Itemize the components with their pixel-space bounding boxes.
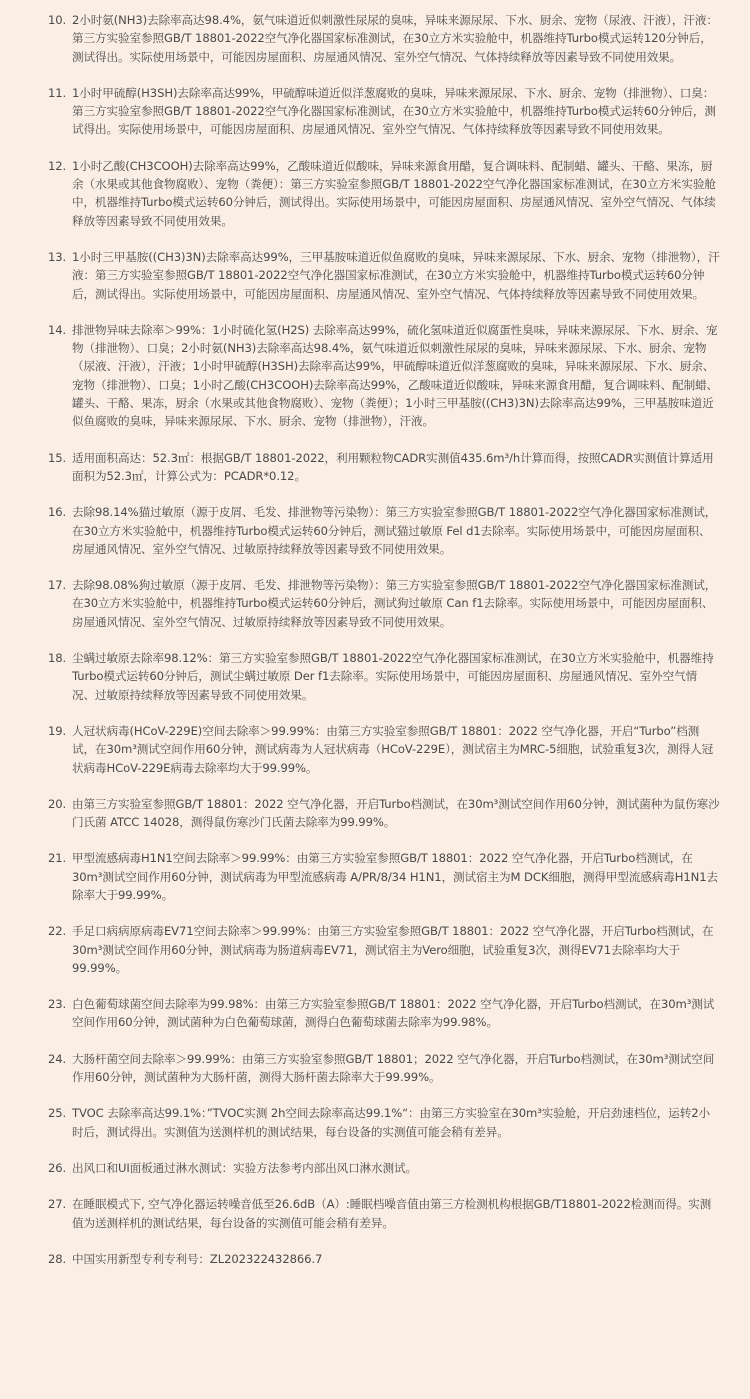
footnote-text: 人冠状病毒(HCoV-229E)空间去除率＞99.99%：由第三方实验室参照GB/T 18801：2022 空气净化器，开启“Turbo”档测试，在30m³测试空间作用60分钟，测试病毒为人冠状病毒（HCoV-229E），测试宿主为MRC-5细胞，试验重复3次，测得人冠状病毒HCoV-229E病毒去除率均大于99.99%。 xyxy=(72,723,714,775)
footnote-23 xyxy=(48,995,720,1032)
footnote-14 xyxy=(48,321,720,431)
footnote-19 xyxy=(48,722,720,777)
footnote-16 xyxy=(48,503,720,558)
footnote-27 xyxy=(48,1195,720,1232)
footnote-number: 23. xyxy=(48,997,67,1012)
footnote-text: 甲型流感病毒H1N1空间去除率＞99.99%：由第三方实验室参照GB/T 18801：2022 空气净化器，开启Turbo档测试，在30m³测试空间作用60分钟，测试病毒为甲型流感病毒 A/PR/8/34 H1N1，测试宿主为M DCK细胞，测得甲型流感病毒H1N1去除率大于99.99%。 xyxy=(72,851,719,902)
footnote-number: 24. xyxy=(48,1051,67,1066)
footnote-number: 15. xyxy=(48,450,67,465)
footnote-number: 27. xyxy=(48,1197,67,1212)
footnote-text: 适用面积高达：52.3㎡：根据GB/T 18801-2022，利用颗粒物CADR实测值435.6m³/h计算而得，按照CADR实测值计算适用面积为52.3㎡，计算公式为：PCADR*0.12。 xyxy=(72,450,714,483)
footnote-20 xyxy=(48,795,720,832)
footnote-number: 26. xyxy=(48,1160,67,1175)
footnote-13 xyxy=(48,248,720,303)
footnote-17 xyxy=(48,576,720,631)
footnote-text: 尘螨过敏原去除率98.12%：第三方实验室参照GB/T 18801-2022空气净化器国家标准测试，在30立方米实验舱中，机器维持Turbo模式运转60分钟后，测试尘螨过敏原 Der f1去除率。实际使用场景中，可能因房屋面积、房屋通风情况、室外空气情况、过敏原持续释放等因素导致不同使用效果。 xyxy=(72,651,714,702)
footnote-11 xyxy=(48,84,720,139)
footnote-number: 22. xyxy=(48,924,67,939)
footnote-15 xyxy=(48,449,720,486)
footnote-21 xyxy=(48,849,720,904)
footnote-number: 17. xyxy=(48,578,67,593)
footnote-22 xyxy=(48,922,720,977)
footnote-28 xyxy=(48,1250,720,1268)
footnote-26 xyxy=(48,1159,720,1177)
footnote-number: 14. xyxy=(48,322,67,337)
footnote-number: 16. xyxy=(48,505,67,520)
footnote-text: 1小时乙酸(CH3COOH)去除率高达99%，乙酸味道近似酸味，异味来源食用醋，复合调味料、配制蜡、罐头、干酪、果冻，厨余（水果或其他食物腐败）、宠物（粪便）：第三方实验室参照GB/T 18801-2022空气净化器国家标准测试，在30立方米实验舱中，机器维持Turbo模式运转60分钟后，测试得出。实际使用场景中，可能因房屋面积、房屋通风情况、室外空气情况、气体续释放等因素导致不同使用效果。 xyxy=(72,158,716,228)
footnote-number: 20. xyxy=(48,796,67,811)
footnote-number: 12. xyxy=(48,158,67,173)
footnote-text: 在睡眠模式下, 空气净化器运转噪音低至26.6dB（A）:睡眠档噪音值由第三方检测机构根据GB/T18801-2022检测而得。实测值为送测样机的测试结果，每台设备的实测值可能会稍有差异。 xyxy=(72,1197,712,1230)
footnote-text: 出风口和UI面板通过淋水测试：实验方法参考内部出风口淋水测试。 xyxy=(72,1160,418,1175)
footnote-text: 大肠杆菌空间去除率＞99.99%：由第三方实验室参照GB/T 18801；2022 空气净化器，开启Turbo档测试，在30m³测试空间作用60分钟，测试菌种为大肠杆菌，测得大肠杆菌去除率大于99.99%。 xyxy=(72,1051,715,1085)
footnote-10 xyxy=(48,11,720,66)
footnote-text: 排泄物异味去除率＞99%：1小时硫化氢(H2S) 去除率高达99%，硫化氢味道近似腐蛋性臭味，异味来源尿尿、下水、厨余、宠物（排泄物）、口臭；2小时氨(NH3)去除率高达98.4%，氨气味道近似刺激性尿尿的臭味，异味来源尿尿、下水、厨余、宠物（尿液、汗液），汗液；1小时甲硫醇(H3SH)去除率高达99%，甲硫醇味道近似洋葱腐败的臭味，异味来源尿尿、下水、厨余、宠物（排泄物）、口臭；1小时乙酸(CH3COOH)去除率高达99%，乙酸味道近似酸味，异味来源食用醋，复合调味料、配制蜡、罐头、干酪、果冻，厨余（水果或其他食物腐败）、宠物（粪便）；1小时三甲基胺((CH3)3N)去除率高达99%，三甲基胺味道近似鱼腐败的臭味，异味来源尿尿、下水、厨余、宠物（排泄物），汗液。 xyxy=(72,322,719,429)
footnote-number: 10. xyxy=(48,13,67,27)
footnote-text: 去除98.08%狗过敏原（源于皮屑、毛发、排泄物等污染物）：第三方实验室参照GB/T 18801-2022空气净化器国家标准测试，在30立方米实验舱中，机器维持Turbo模式运转60分钟后，测试狗过敏原 Can f1去除率。实际使用场景中，可能因房屋面积、房屋通风情况、室外空气情况、过敏原持续释放等因素导致不同使用效果。 xyxy=(72,578,717,629)
footnote-text: 1小时三甲基胺((CH3)3N)去除率高达99%，三甲基胺味道近似鱼腐败的臭味，异味来源尿尿、下水、厨余、宠物（排泄物），汗液：第三方实验室参照GB/T 18801-2022空气净化器国家标准测试，在30立方米实验舱中，机器维持Turbo模式运转60分钟后，测试得出。实际使用场景中，可能因房屋面积、房屋通风情况、室外空气情况、气体持续释放等因素导致不同使用效果。 xyxy=(72,249,720,301)
footnote-number: 25. xyxy=(48,1106,67,1121)
footnote-12 xyxy=(48,157,720,230)
footnote-25 xyxy=(48,1104,720,1141)
footnote-text: 由第三方实验室参照GB/T 18801：2022 空气净化器，开启Turbo档测试，在30m³测试空间作用60分钟，测试菌种为鼠伤寒沙门氏菌 ATCC 14028，测得鼠伤寒沙门氏菌去除率为99.99%。 xyxy=(72,796,720,830)
footnote-text: 2小时氨(NH3)去除率高达98.4%，氨气味道近似刺激性尿尿的臭味，异味来源尿尿、下水、厨余、宠物（尿液、汗液），汗液：第三方实验室参照GB/T 18801-2022空气净化器国家标准测试，在30立方米实验舱中，机器维持Turbo模式运转120分钟后，测试得出。实际使用场景中，可能因房屋面积、房屋通风情况、室外空气情况、气体持续释放等因素导致不同使用效果。 xyxy=(72,13,718,64)
footnote-number: 18. xyxy=(48,651,67,666)
footnote-18 xyxy=(48,649,720,704)
footnote-text: 白色葡萄球菌空间去除率为99.98%：由第三方实验室参照GB/T 18801：2022 空气净化器，开启Turbo档测试，在30m³测试空间作用60分钟，测试菌种为白色葡萄球菌，测得白色葡萄球菌去除率为99.98%。 xyxy=(72,997,715,1030)
footnote-text: TVOC 去除率高达99.1%：”TVOC实测 2h空间去除率高达99.1%“：由第三方实验室在30m³实验舱，开启劲速档位，运转2小时后，测试得出。实测值为送测样机的测试结果，每台设备的实测值可能会稍有差异。 xyxy=(72,1106,710,1139)
footnote-text: 手足口病病原病毒EV71空间去除率＞99.99%：由第三方实验室参照GB/T 18801：2022 空气净化器，开启Turbo档测试，在30m³测试空间作用60分钟，测试病毒为肠道病毒EV71，测试宿主为Vero细胞，试验重复3次，测得EV71去除率均大于99.99%。 xyxy=(72,924,714,975)
footnote-number: 28. xyxy=(48,1251,67,1266)
footnote-text: 1小时甲硫醇(H3SH)去除率高达99%，甲硫醇味道近似洋葱腐败的臭味，异味来源尿尿、下水、厨余、宠物（排泄物）、口臭：第三方实验室参照GB/T 18801-2022空气净化器国家标准测试，在30立方米实验舱中，机器维持Turbo模式运转60分钟后，测试得出。实际使用场景中，可能因房屋面积、房屋通风情况、室外空气情况、气体持续释放等因素导致不同使用效果。 xyxy=(72,85,716,137)
footnote-number: 21. xyxy=(48,851,67,866)
footnote-24 xyxy=(48,1050,720,1087)
footnote-number: 11. xyxy=(48,85,67,100)
footnote-text: 去除98.14%猫过敏原（源于皮屑、毛发、排泄物等污染物）：第三方实验室参照GB/T 18801-2022空气净化器国家标准测试，在30立方米实验舱中，机器维持Turbo模式运转60分钟后，测试猫过敏原 Fel d1去除率。实际使用场景中，可能因房屋面积、房屋通风情况、室外空气情况、过敏原持续释放等因素导致不同使用效果。 xyxy=(72,505,717,556)
footnote-text: 中国实用新型专利专利号：ZL202322432866.7 xyxy=(72,1251,323,1266)
footnote-number: 19. xyxy=(48,723,67,738)
footnote-number: 13. xyxy=(48,249,67,264)
